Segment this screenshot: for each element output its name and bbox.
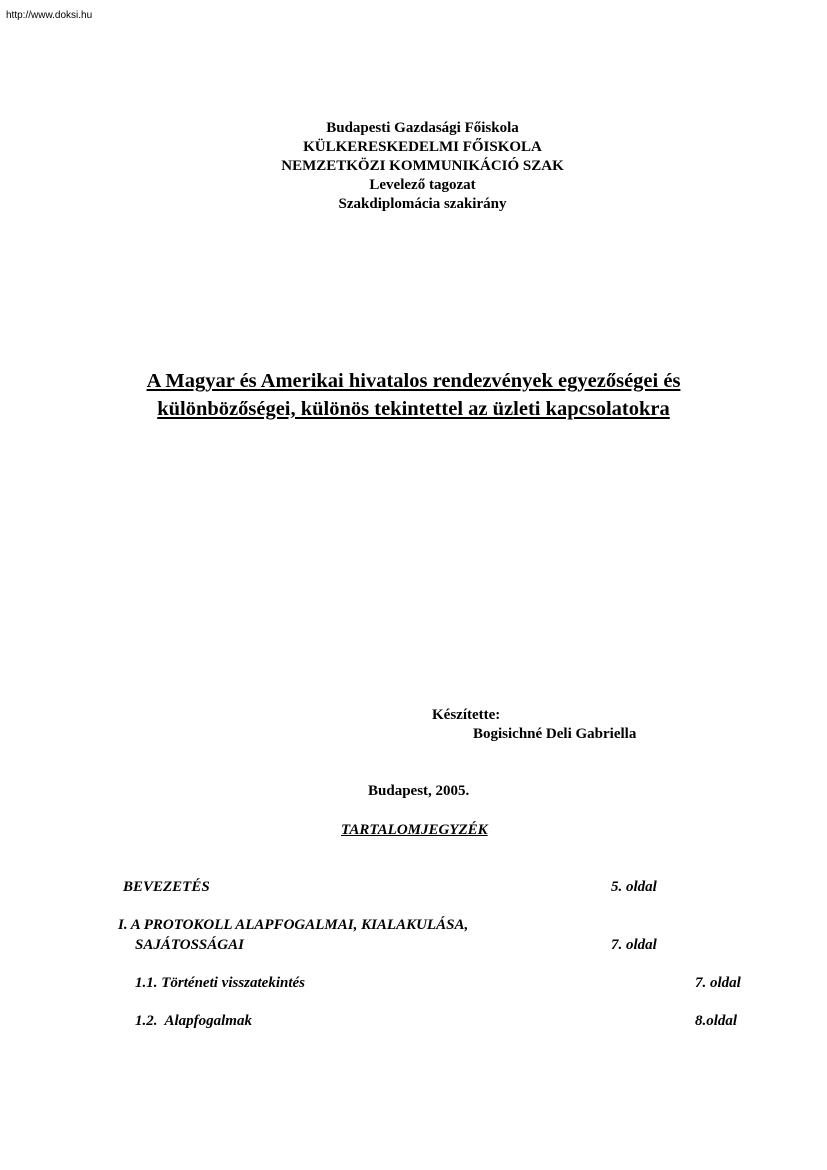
institution-block: [0, 119, 827, 214]
institution-name: Budapesti Gazdasági Főiskola: [326, 120, 519, 136]
study-mode: Levelező tagozat: [369, 177, 476, 193]
source-url: http://www.doksi.hu: [6, 10, 93, 21]
thesis-title-line-1: A Magyar és Amerikai hivatalos rendezvények egyezőségei és: [146, 370, 681, 392]
toc-entry-page: 7. oldal: [695, 975, 741, 991]
toc-entry-title: I. A PROTOKOLL ALAPFOGALMAI, KIALAKULÁSA,: [118, 917, 469, 933]
toc-entry-title: BEVEZETÉS: [123, 879, 210, 895]
toc-entry-title: 1.2. Alapfogalmak: [135, 1013, 252, 1029]
program-name: NEMZETKÖZI KOMMUNIKÁCIÓ SZAK: [281, 158, 564, 174]
college-name: KÜLKERESKEDELMI FŐISKOLA: [303, 139, 542, 155]
thesis-title-line-2: különbözőségei, különös tekintettel az üzleti kapcsolatokra: [157, 398, 670, 420]
specialization: Szakdiplomácia szakirány: [338, 196, 507, 212]
author-label: Készítette:: [432, 707, 501, 723]
author-name: Bogisichné Deli Gabriella: [473, 726, 637, 742]
toc-entry-page: 5. oldal: [611, 879, 657, 895]
toc-entry-title-continued: SAJÁTOSSÁGAI: [135, 937, 244, 953]
thesis-title: [0, 367, 827, 423]
toc-entry-title: 1.1. Történeti visszatekintés: [135, 975, 305, 991]
toc-entry-page: 7. oldal: [611, 937, 657, 953]
place-date: Budapest, 2005.: [368, 783, 470, 799]
toc-entry-page: 8.oldal: [695, 1013, 738, 1029]
toc-heading: TARTALOMJEGYZÉK: [341, 822, 488, 838]
